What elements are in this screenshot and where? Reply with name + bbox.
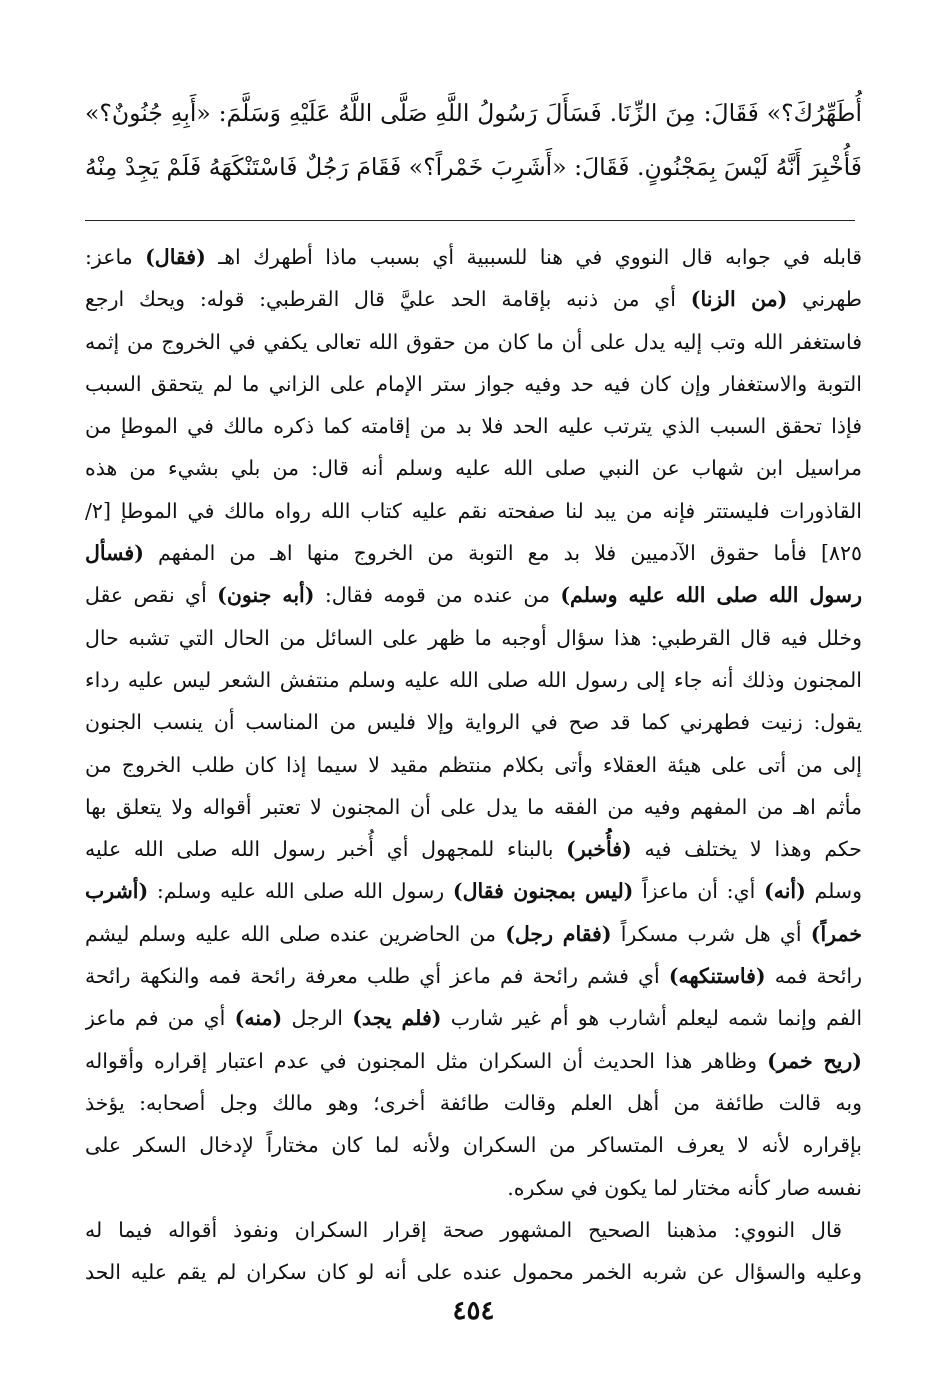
commentary-text bbox=[85, 236, 862, 1293]
commentary-line: الفم وإنما شمه ليعلم أشارب هو أم غير شارب (فلم يجد) الرجل (منه) أي من فم ماعز bbox=[85, 1006, 862, 1031]
commentary-line: مأثم اهـ من المفهم وفيه من الفقه ما يدل على أن المجنون لا تعتبر أقواله ولا يتعلق بها bbox=[85, 794, 862, 819]
commentary-line: وسلم (أنه) أي: أن ماعزاً (ليس بمجنون فقال) رسول الله صلى الله عليه وسلم: (أشرب bbox=[85, 879, 862, 904]
commentary-line: قابله في جوابه قال النووي في هنا للسببية أي بسبب ماذا أطهرك اهـ (فقال) ماعز: bbox=[85, 245, 862, 269]
separator-rule bbox=[85, 220, 855, 221]
commentary-line: التوبة والاستغفار وإن كان فيه حد وفيه جواز ستر الإمام على الزاني ما لم يتحقق السبب bbox=[85, 371, 862, 396]
commentary-line: فاستغفر الله وتب إليه يدل على أن ما كان من حقوق الله تعالى يكفي في الخروج من إثمه bbox=[85, 329, 862, 354]
commentary-line: وعليه والسؤال عن شربه الخمر محمول عنده على أنه لو كان سكران لم يقم عليه الحد bbox=[85, 1260, 862, 1285]
main-text-line: أُطَهِّرُكَ؟» فَقَالَ: مِنَ الزِّنَا. فَسَأَلَ رَسُولُ اللَّهِ صَلَّى اللَّهُ عَلَيْهِ وَسَلَّمَ: «أَبِهِ جُنُونٌ؟» bbox=[85, 99, 862, 127]
hadith-main-text bbox=[85, 86, 862, 194]
commentary-line: طهرني (من الزنا) أي من ذنبه بإقامة الحد عليَّ قال القرطبي: قوله: ويحك ارجع bbox=[85, 287, 862, 312]
commentary-line: مراسيل ابن شهاب عن النبي صلى الله عليه وسلم أنه قال: من بلي بشيء من هذه bbox=[85, 456, 862, 481]
page-number: ٤٥٤ bbox=[452, 1296, 495, 1326]
commentary-line: إلى من أتى على هيئة العقلاء وأتى بكلام منتظم مقيد لا سيما إذا كان طلب الخروج من bbox=[85, 752, 862, 777]
commentary-line: نفسه صار كأنه مختار لما يكون في سكره. bbox=[507, 1175, 862, 1200]
commentary-line: وخلل فيه قال القرطبي: هذا سؤال أوجبه ما ظهر على السائل من الحال التي تشبه حال bbox=[85, 625, 862, 650]
commentary-line: القاذورات فليستتر فإنه من يبد لنا صفحته نقم عليه كتاب الله رواه مالك في الموطإ [٢/ bbox=[85, 498, 862, 523]
commentary-line: يقول: زنيت فطهرني كما قد صح في الرواية وإلا فليس من المناسب أن ينسب الجنون bbox=[85, 710, 862, 735]
commentary-line: (ريح خمر) وظاهر هذا الحديث أن السكران مثل المجنون في عدم اعتبار إقراره وأقواله bbox=[85, 1048, 862, 1073]
commentary-line: فإذا تحقق السبب الذي يترتب عليه الحد فلا بد من إقامته كما ذكره مالك في الموطإ من bbox=[85, 414, 862, 439]
commentary-line: رائحة فمه (فاستنكهه) أي فشم رائحة فم ماعز أي طلب معرفة رائحة فمه والنكهة رائحة bbox=[85, 964, 862, 989]
commentary-line: المجنون وذلك أنه جاء إلى رسول الله صلى الله عليه وسلم منتفش الشعر ليس عليه رداء bbox=[85, 667, 862, 692]
commentary-line: بإقراره لأنه لا يعرف المتساكر من السكران ولأنه لما كان مختاراً لإدخال السكر على bbox=[85, 1133, 862, 1158]
main-text-line: فَأُخْبِرَ أَنَّهُ لَيْسَ بِمَجْنُونٍ. فَقَالَ: «أَشَرِبَ خَمْراً؟» فَقَامَ رَجُلٌ فَاسْتَنْكَهَهُ فَلَمْ يَجِدْ مِنْهُ bbox=[85, 153, 862, 181]
commentary-line: قال النووي: مذهبنا الصحيح المشهور صحة إقرار السكران ونفوذ أقواله فيما له bbox=[85, 1217, 842, 1242]
commentary-line: خمراً) أي هل شرب مسكراً (فقام رجل) من الحاضرين عنده صلى الله عليه وسلم ليشم bbox=[85, 921, 862, 946]
commentary-line: حكم وهذا لا يختلف فيه (فأُخبر) بالبناء للمجهول أي أُخبر رسول الله صلى الله عليه bbox=[85, 837, 862, 862]
commentary-line: رسول الله صلى الله عليه وسلم) من عنده من قومه فقال: (أبه جنون) أي نقص عقل bbox=[85, 583, 862, 608]
commentary-line: ٨٢٥] فأما حقوق الآدميين فلا بد مع التوبة من الخروج منها اهـ من المفهم (فسأل bbox=[85, 541, 862, 566]
commentary-line: وبه قالت طائفة من أهل العلم وقالت طائفة أخرى؛ وهو مالك وجل أصحابه: يؤخذ bbox=[85, 1090, 862, 1115]
